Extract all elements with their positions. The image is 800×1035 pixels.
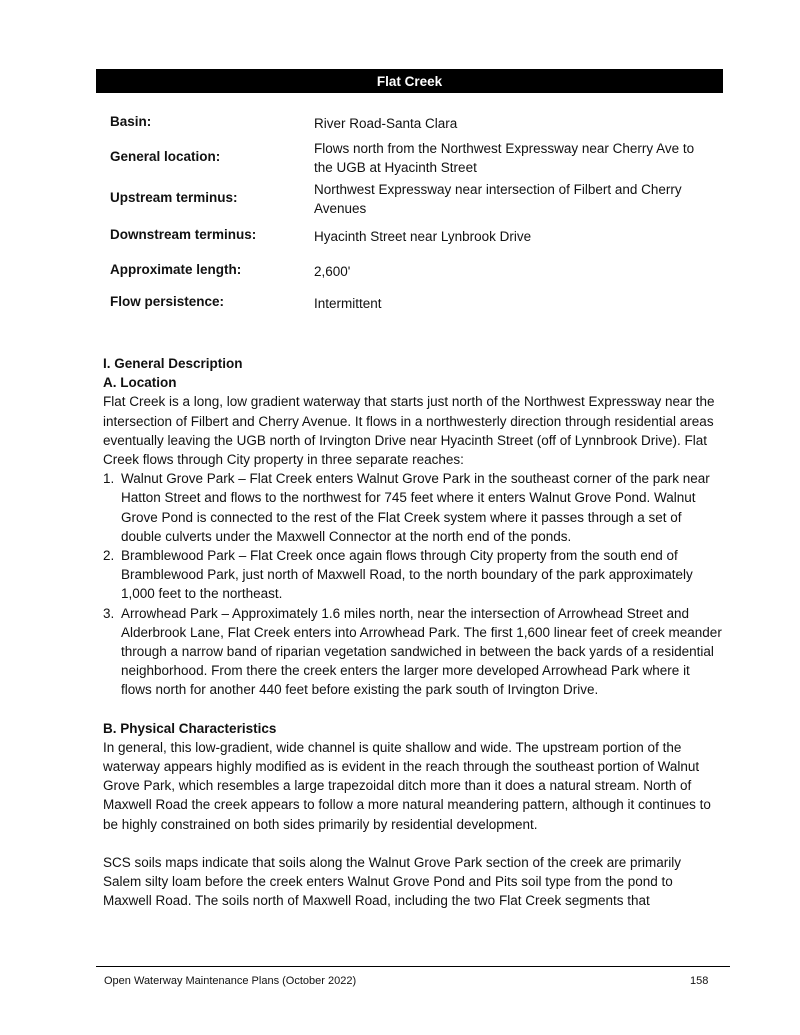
footer-divider xyxy=(96,966,730,967)
fact-label: General location: xyxy=(110,149,221,164)
list-text: Arrowhead Park – Approximately 1.6 miles north, near the intersection of Arrowhead Street and Alderbrook Lane, Flat Creek enters into Arrowhead Park. The first 1,600 linear feet of creek meander through a narrow band of riparian vegetation sandwiched in between the back yards of a residential neighborhood. From there the creek enters the larger more developed Arrowhead Park where it flows north for another 440 feet before existing the park south of Irvington Drive. xyxy=(121,605,722,698)
subsection-heading: B. Physical Characteristics xyxy=(103,720,277,736)
fact-value: Northwest Expressway near intersection of Filbert and Cherry Avenues xyxy=(314,182,682,216)
paragraph-gap xyxy=(103,700,723,719)
list-text: Bramblewood Park – Flat Creek once again flows through City property from the south end of Bramblewood Park, just north of Maxwell Road, to the north boundary of the park approximately 1,000 feet to the northeast. xyxy=(121,548,693,602)
section-heading: I. General Description xyxy=(103,356,243,371)
fact-label: Approximate length: xyxy=(110,262,242,277)
list-number: 3. xyxy=(103,605,115,621)
list-number: 2. xyxy=(103,548,115,564)
fact-label: Upstream terminus: xyxy=(110,190,238,205)
fact-value: Intermittent xyxy=(314,296,382,311)
fact-value: 2,600' xyxy=(314,264,351,279)
subsection-heading: A. Location xyxy=(103,375,177,391)
fact-value: River Road-Santa Clara xyxy=(314,116,458,131)
list-item xyxy=(103,604,723,700)
location-paragraph: Flat Creek is a long, low gradient waterway that starts just north of the Northwest Expressway near the intersection of Filbert and Cherry Avenue. It flows in a northwesterly direction through residential areas eventually leaving the UGB north of Irvington Drive near Hyacinth Street (off of Lynnbrook Drive). Flat Creek flows through City property in three separate reaches: xyxy=(103,394,715,468)
soils-paragraph: SCS soils maps indicate that soils along the Walnut Grove Park section of the creek are primarily Salem silty loam before the creek enters Walnut Grove Pond and Pits soil type from the pond to Maxwell Road. The soils north of Maxwell Road, including the two Flat Creek segments that xyxy=(103,854,682,909)
fact-value: Hyacinth Street near Lynbrook Drive xyxy=(314,229,532,244)
paragraph-gap xyxy=(103,834,723,853)
reach-list xyxy=(103,469,723,699)
body-text xyxy=(103,354,723,910)
footer-document-title: Open Waterway Maintenance Plans (October 2022) xyxy=(104,975,357,987)
list-number: 1. xyxy=(103,471,115,487)
fact-label: Flow persistence: xyxy=(110,294,225,309)
fact-value: Flows north from the Northwest Expressway near Cherry Ave to the UGB at Hyacinth Street xyxy=(314,141,695,175)
list-item xyxy=(103,546,723,604)
page-title: Flat Creek xyxy=(96,69,723,93)
list-item xyxy=(103,469,723,546)
fact-label: Basin: xyxy=(110,114,152,129)
physical-paragraph: In general, this low-gradient, wide channel is quite shallow and wide. The upstream portion of the waterway appears highly modified as is evident in the reach through the southeast portion of Walnut Grove Park, which resembles a large trapezoidal ditch more than it does a natural stream. North of Maxwell Road the creek appears to follow a more natural meandering pattern, although it continues to be highly constrained on both sides primarily by residential development. xyxy=(103,739,711,832)
fact-label: Downstream terminus: xyxy=(110,227,257,242)
list-text: Walnut Grove Park – Flat Creek enters Walnut Grove Park in the southeast corner of the park near Hatton Street and flows to the northwest for 745 feet where it enters Walnut Grove Pond. Walnut Grove Pond is connected to the rest of the Flat Creek system where it passes through a set of double culverts under the Maxwell Connector at the north end of the ponds. xyxy=(121,471,710,544)
page-number: 158 xyxy=(690,975,709,987)
